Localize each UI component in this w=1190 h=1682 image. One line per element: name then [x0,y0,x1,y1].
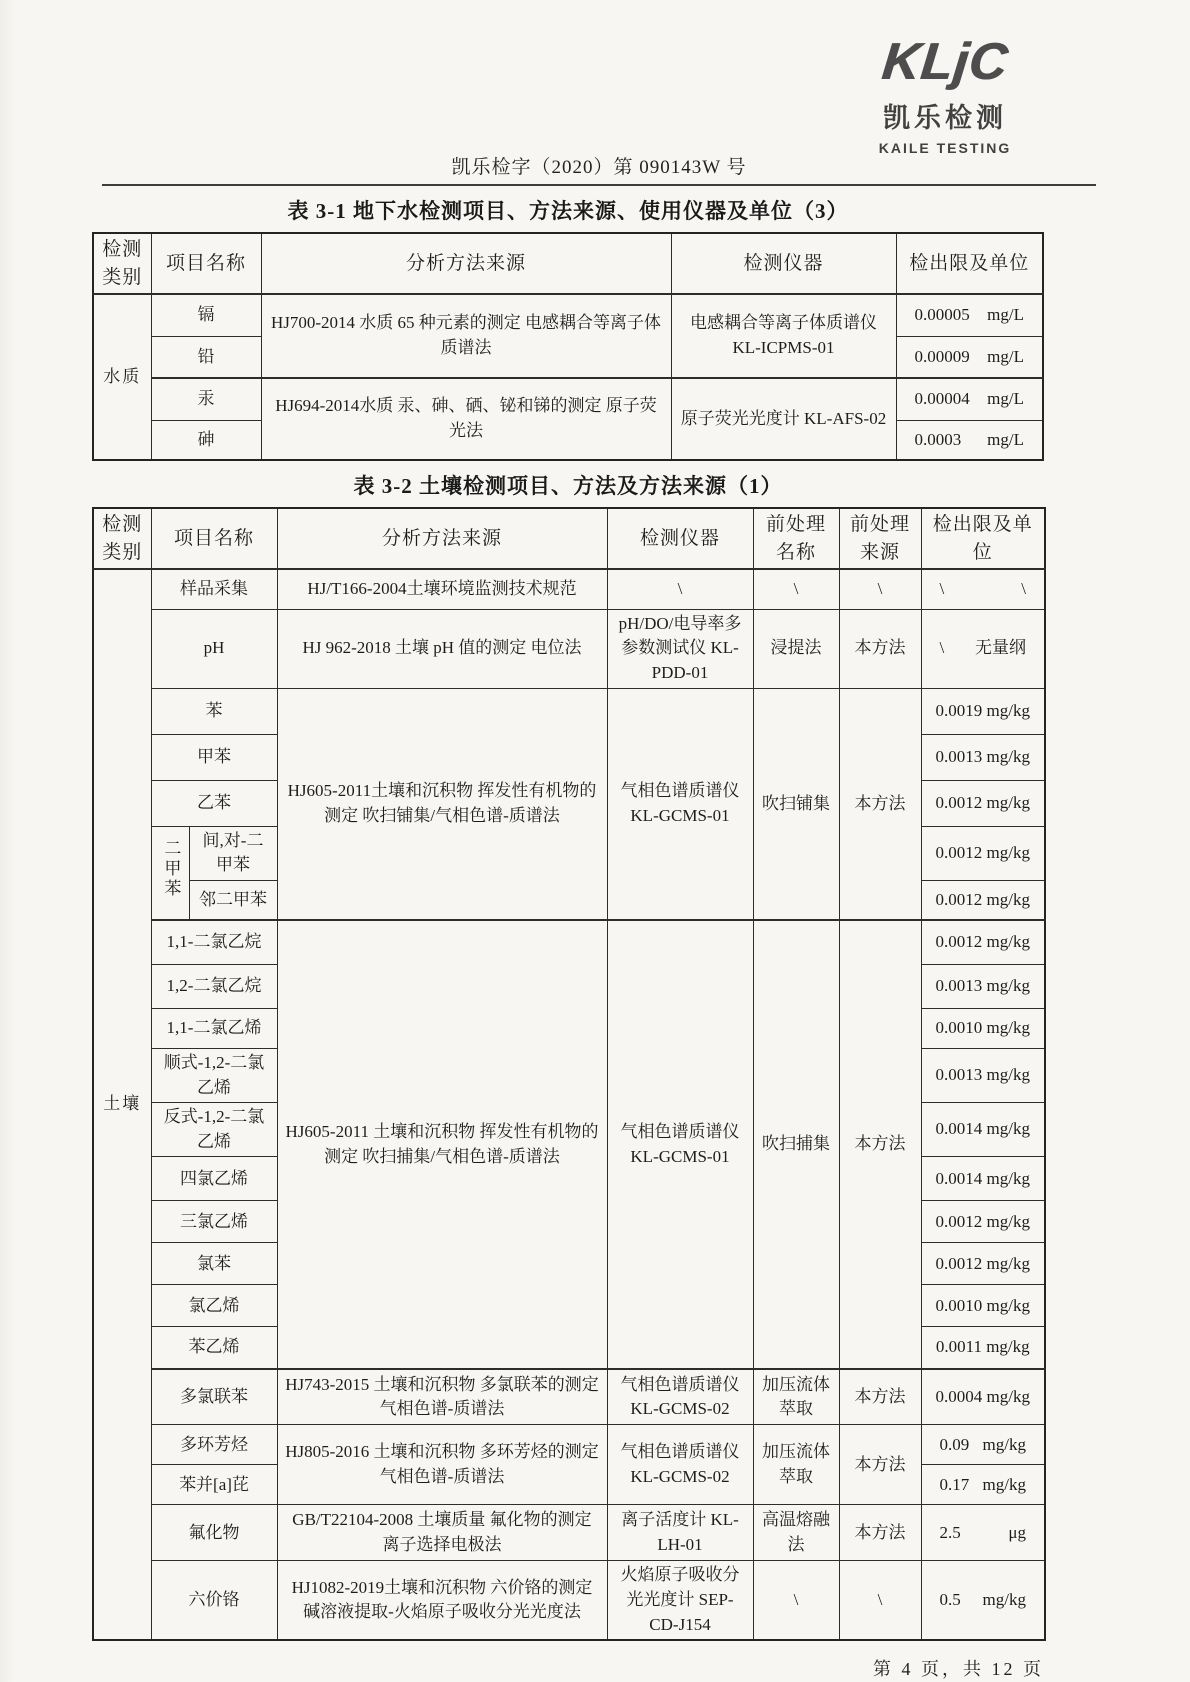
limit-unit: μg [1008,1522,1026,1542]
method-cell: HJ694-2014水质 汞、砷、硒、铋和锑的测定 原子荧光法 [261,378,671,460]
header-cell: 检出限及单位 [896,233,1043,294]
limit-unit: \ [1021,579,1026,599]
limit-cell [896,294,1043,336]
method-cell: HJ605-2011土壤和沉积物 挥发性有机物的测定 吹扫铺集/气相色谱-质谱法 [277,688,607,920]
header-cell: 检出限及单位 [921,508,1045,569]
limit-unit: mg/L [987,389,1024,409]
limit-cell: 0.0019 mg/kg [921,688,1045,734]
pretreat-source-cell: 本方法 [839,1369,921,1425]
item-cell: 1,1-二氯乙烷 [151,920,277,964]
table-row [93,1425,1045,1465]
limit-cell: 0.0012 mg/kg [921,880,1045,920]
limit-cell [921,569,1045,609]
table-3-1 [92,232,1044,461]
item-cell: 样品采集 [151,569,277,609]
table-row [93,1561,1045,1640]
pretreat-name-cell: 高温熔融法 [753,1505,839,1561]
instrument-cell: 电感耦合等离子体质谱仪 KL-ICPMS-01 [671,294,896,378]
limit-unit: mg/L [987,305,1024,325]
table-3-1-title: 表 3-1 地下水检测项目、方法来源、使用仪器及单位（3） [287,199,849,223]
item-cell: 铅 [151,336,261,378]
item-cell: 三氯乙烯 [151,1201,277,1243]
method-cell: GB/T22104-2008 土壤质量 氟化物的测定 离子选择电极法 [277,1505,607,1561]
method-cell: HJ805-2016 土壤和沉积物 多环芳烃的测定 气相色谱-质谱法 [277,1425,607,1505]
limit-cell [921,1561,1045,1640]
limit-value: 0.17 [939,1474,970,1494]
item-cell: 苯 [151,688,277,734]
table-3-2-title: 表 3-2 土壤检测项目、方法及方法来源（1） [353,474,783,499]
category-cell: 水质 [93,294,151,460]
limit-unit: mg/kg [982,1590,1026,1610]
limit-value: 0.00009 [914,346,970,366]
instrument-cell: 气相色谱质谱仪 KL-GCMS-01 [607,920,753,1369]
method-cell: HJ/T166-2004土壤环境监测技术规范 [277,569,607,609]
method-cell: HJ743-2015 土壤和沉积物 多氯联苯的测定 气相色谱-质谱法 [277,1369,607,1425]
header-cell: 分析方法来源 [277,508,607,569]
limit-value: 0.5 [939,1590,961,1610]
logo-name-en: KAILE TESTING [878,140,1012,156]
instrument-cell: pH/DO/电导率多参数测试仪 KL-PDD-01 [607,609,753,688]
pretreat-source-cell: 本方法 [839,1505,921,1561]
item-cell: 四氯乙烯 [151,1157,277,1201]
instrument-cell: 原子荧光光度计 KL-AFS-02 [671,378,896,460]
item-cell: 邻二甲苯 [189,880,277,920]
category-cell: 土壤 [93,569,151,1640]
logo-name-cn: 凯乐检测 [883,103,1007,133]
item-cell: 反式-1,2-二氯乙烯 [151,1103,277,1157]
table-row [93,1505,1045,1561]
limit-cell: 0.0010 mg/kg [921,1285,1045,1327]
limit-cell: 0.0012 mg/kg [921,1201,1045,1243]
item-cell: 砷 [151,420,261,460]
item-cell: 1,1-二氯乙烯 [151,1008,277,1048]
logo-wordmark-icon: KLjC [879,33,1011,91]
document-number: 凯乐检字（2020）第 090143W 号 [102,152,1096,186]
limit-cell: 0.0010 mg/kg [921,1008,1045,1048]
limit-cell [896,378,1043,420]
header-cell: 前处理来源 [839,508,921,569]
table-row [93,1369,1045,1425]
limit-cell: 0.0013 mg/kg [921,964,1045,1008]
item-cell: 氟化物 [151,1505,277,1561]
limit-cell: 0.0014 mg/kg [921,1157,1045,1201]
limit-cell: 0.0004 mg/kg [921,1369,1045,1425]
instrument-cell: 气相色谱质谱仪 KL-GCMS-02 [607,1369,753,1425]
instrument-cell: 离子活度计 KL-LH-01 [607,1505,753,1561]
header-cell: 前处理名称 [753,508,839,569]
item-cell: 乙苯 [151,780,277,826]
table-header-row [93,233,1043,294]
company-logo [850,33,1040,156]
instrument-cell: 气相色谱质谱仪 KL-GCMS-02 [607,1425,753,1505]
pretreat-name-cell: 浸提法 [753,609,839,688]
item-cell: 氯苯 [151,1243,277,1285]
pretreat-source-cell: 本方法 [839,920,921,1369]
table-row [93,920,1045,964]
limit-cell [921,1425,1045,1465]
limit-value: 0.00004 [914,389,970,409]
limit-cell: 0.0012 mg/kg [921,780,1045,826]
method-cell: HJ 962-2018 土壤 pH 值的测定 电位法 [277,609,607,688]
limit-value: 0.0003 [914,429,962,449]
page-header [92,34,1098,186]
limit-cell [921,1465,1045,1505]
method-cell: HJ605-2011 土壤和沉积物 挥发性有机物的测定 吹扫捕集/气相色谱-质谱法 [277,920,607,1369]
limit-value: 0.09 [939,1434,970,1454]
pretreat-name-cell: \ [753,569,839,609]
item-cell: 甲苯 [151,734,277,780]
limit-cell [896,336,1043,378]
pretreat-name-cell: 吹扫捕集 [753,920,839,1369]
pretreat-name-cell: 吹扫铺集 [753,688,839,920]
item-cell: 氯乙烯 [151,1285,277,1327]
item-cell: 汞 [151,378,261,420]
header-cell: 检测仪器 [607,508,753,569]
header-cell: 检测类别 [93,508,151,569]
instrument-cell: 气相色谱质谱仪 KL-GCMS-01 [607,688,753,920]
pretreat-source-cell: 本方法 [839,609,921,688]
item-cell: 多氯联苯 [151,1369,277,1425]
table-row [93,569,1045,609]
pretreat-name-cell: 加压流体萃取 [753,1425,839,1505]
limit-cell: 0.0011 mg/kg [921,1327,1045,1369]
limit-cell: 0.0012 mg/kg [921,1243,1045,1285]
limit-cell [896,420,1043,460]
header-cell: 分析方法来源 [261,233,671,294]
header-cell: 检测仪器 [671,233,896,294]
item-cell: pH [151,609,277,688]
item-cell: 1,2-二氯乙烷 [151,964,277,1008]
limit-cell: 0.0013 mg/kg [921,734,1045,780]
limit-cell [921,609,1045,688]
limit-value: 0.00005 [914,305,970,325]
table-row [93,688,1045,734]
limit-unit: mg/kg [982,1434,1026,1454]
item-group-cell [151,826,189,920]
header-cell: 检测类别 [93,233,151,294]
pretreat-source-cell: \ [839,569,921,609]
item-cell: 镉 [151,294,261,336]
header-cell: 项目名称 [151,508,277,569]
pretreat-name-cell: 加压流体萃取 [753,1369,839,1425]
limit-cell: 0.0014 mg/kg [921,1103,1045,1157]
limit-value: 2.5 [939,1522,961,1542]
limit-cell: 0.0012 mg/kg [921,920,1045,964]
pretreat-source-cell: \ [839,1561,921,1640]
table-row [93,609,1045,688]
limit-value: \ [939,579,945,599]
limit-unit: mg/kg [982,1474,1026,1494]
pretreat-name-cell: \ [753,1561,839,1640]
instrument-cell: \ [607,569,753,609]
page-number: 第 4 页，共 12 页 [873,1659,1044,1680]
item-cell: 间,对-二甲苯 [189,826,277,880]
item-cell: 苯并[a]芘 [151,1465,277,1505]
table-row [93,294,1043,336]
item-cell: 六价铬 [151,1561,277,1640]
limit-cell: 0.0012 mg/kg [921,826,1045,880]
limit-unit: 无量纲 [975,638,1026,658]
instrument-cell: 火焰原子吸收分光光度计 SEP-CD-J154 [607,1561,753,1640]
limit-value: \ [939,638,945,658]
limit-unit: mg/L [987,429,1024,449]
table-header-row [93,508,1045,569]
table-3-2 [92,507,1046,1641]
item-group-label: 二甲苯 [161,839,181,900]
item-cell: 苯乙烯 [151,1327,277,1369]
method-cell: HJ700-2014 水质 65 种元素的测定 电感耦合等离子体质谱法 [261,294,671,378]
limit-cell [921,1505,1045,1561]
limit-unit: mg/L [987,346,1024,366]
header-cell: 项目名称 [151,233,261,294]
table-row [93,378,1043,420]
method-cell: HJ1082-2019土壤和沉积物 六价铬的测定 碱溶液提取-火焰原子吸收分光光度法 [277,1561,607,1640]
pretreat-source-cell: 本方法 [839,1425,921,1505]
item-cell: 多环芳烃 [151,1425,277,1465]
limit-cell: 0.0013 mg/kg [921,1048,1045,1102]
item-cell: 顺式-1,2-二氯乙烯 [151,1048,277,1102]
pretreat-source-cell: 本方法 [839,688,921,920]
